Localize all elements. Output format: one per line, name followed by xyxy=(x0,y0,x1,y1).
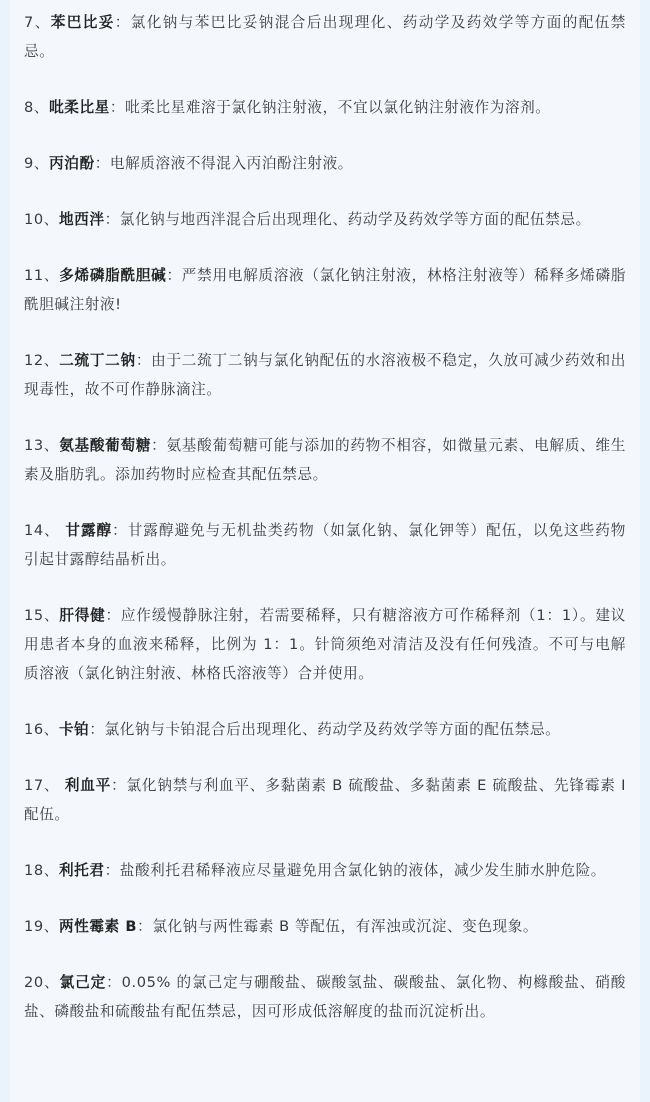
item-number: 13、 xyxy=(24,437,60,454)
item-number: 7、 xyxy=(24,14,51,31)
item-text: 氯化钠与卡铂混合后出现理化、药动学及药效学等方面的配伍禁忌。 xyxy=(104,721,561,738)
item-text: 吡柔比星难溶于氯化钠注射液，不宜以氯化钠注射液作为溶剂。 xyxy=(125,99,551,116)
item-text: 氯化钠禁与利血平、多黏菌素 B 硫酸盐、多黏菌素 E 硫酸盐、先锋霉素 I 配伍。 xyxy=(24,777,627,823)
item-separator: ： xyxy=(135,352,152,369)
drug-item-20 xyxy=(24,968,626,1026)
item-text: 甘露醇避免与无机盐类药物（如氯化钠、氯化钾等）配伍，以免这些药物引起甘露醇结晶析出。 xyxy=(24,522,626,568)
drug-name: 利血平 xyxy=(64,777,112,794)
drug-item-8 xyxy=(24,93,626,122)
drug-item-10 xyxy=(24,205,626,234)
item-separator: ： xyxy=(111,777,127,794)
drug-item-18 xyxy=(24,856,626,885)
item-number: 16、 xyxy=(24,721,59,738)
item-separator: ： xyxy=(104,211,120,228)
drug-name: 丙泊酚 xyxy=(49,155,95,172)
item-text: 盐酸利托君稀释液应尽量避免用含氯化钠的液体，减少发生肺水肿危险。 xyxy=(119,862,606,879)
drug-item-9 xyxy=(24,149,626,178)
item-separator: ： xyxy=(137,918,153,935)
item-number: 12、 xyxy=(24,352,60,369)
item-separator: ： xyxy=(105,607,121,624)
item-number: 8、 xyxy=(24,99,50,116)
item-number: 17、 xyxy=(24,777,65,794)
drug-name: 吡柔比星 xyxy=(49,99,110,116)
item-number: 11、 xyxy=(24,267,60,284)
item-separator: ： xyxy=(109,99,126,116)
item-number: 14、 xyxy=(24,522,66,539)
item-text: 严禁用电解质溶液（氯化钠注射液，林格注射液等）稀释多烯磷脂酰胆碱注射液! xyxy=(24,267,626,313)
drug-name: 氯己定 xyxy=(59,974,107,991)
drug-item-7 xyxy=(24,8,626,66)
item-separator: ： xyxy=(104,862,120,879)
item-text: 氨基酸葡萄糖可能与添加的药物不相容，如微量元素、电解质、维生素及脂肪乳。添加药物时应检查其配伍禁忌。 xyxy=(24,437,626,483)
item-separator: ： xyxy=(114,14,131,31)
item-separator: ： xyxy=(166,267,182,284)
item-separator: ： xyxy=(89,721,105,738)
drug-item-15 xyxy=(24,601,626,688)
item-separator: ： xyxy=(112,522,128,539)
item-number: 20、 xyxy=(24,974,60,991)
drug-item-11 xyxy=(24,261,626,319)
item-separator: ： xyxy=(151,437,167,454)
item-number: 19、 xyxy=(24,918,59,935)
drug-name: 地西泮 xyxy=(58,211,105,228)
drug-item-12 xyxy=(24,346,626,404)
drug-name: 苯巴比妥 xyxy=(50,14,115,31)
item-separator: ： xyxy=(106,974,122,991)
drug-item-19 xyxy=(24,912,626,941)
item-text: 0.05% 的氯己定与硼酸盐、碳酸氢盐、碳酸盐、氯化物、枸橼酸盐、硝酸盐、磷酸盐和硫酸盐有配伍禁忌，因可形成低溶解度的盐而沉淀析出。 xyxy=(24,974,626,1020)
item-text: 电解质溶液不得混入丙泊酚注射液。 xyxy=(109,155,353,172)
drug-item-13 xyxy=(24,431,626,489)
item-number: 15、 xyxy=(24,607,60,624)
item-text: 氯化钠与苯巴比妥钠混合后出现理化、药动学及药效学等方面的配伍禁忌。 xyxy=(24,14,626,60)
drug-item-14 xyxy=(24,516,626,574)
drug-name: 两性霉素 B xyxy=(58,918,138,935)
drug-name: 多烯磷脂酰胆碱 xyxy=(59,267,167,284)
drug-item-17 xyxy=(24,771,626,829)
item-text: 氯化钠与地西泮混合后出现理化、药动学及药效学等方面的配伍禁忌。 xyxy=(119,211,591,228)
drug-name: 肝得健 xyxy=(59,607,106,624)
item-number: 9、 xyxy=(24,155,50,172)
item-text: 应作缓慢静脉注射，若需要稀释，只有糖溶液方可作稀释剂（1：1）。建议用患者本身的血液来稀释，比例为 1：1。针筒须绝对清洁及没有任何残渣。不可与电解质溶液（氯化钠注射液、林格氏溶液等）合并使用。 xyxy=(24,607,626,682)
drug-name: 氨基酸葡萄糖 xyxy=(59,437,152,454)
drug-item-16 xyxy=(24,715,626,744)
drug-name: 甘露醇 xyxy=(65,522,113,539)
drug-name: 二巯丁二钠 xyxy=(59,352,136,369)
drug-name: 利托君 xyxy=(58,862,105,879)
item-number: 10、 xyxy=(24,211,59,228)
item-text: 由于二巯丁二钠与氯化钠配伍的水溶液极不稳定，久放可减少药效和出现毒性，故不可作静脉滴注。 xyxy=(24,352,626,398)
item-separator: ： xyxy=(94,155,110,172)
item-number: 18、 xyxy=(24,862,59,879)
item-text: 氯化钠与两性霉素 B 等配伍，有浑浊或沉淀、变色现象。 xyxy=(152,918,539,935)
drug-name: 卡铂 xyxy=(58,721,90,738)
